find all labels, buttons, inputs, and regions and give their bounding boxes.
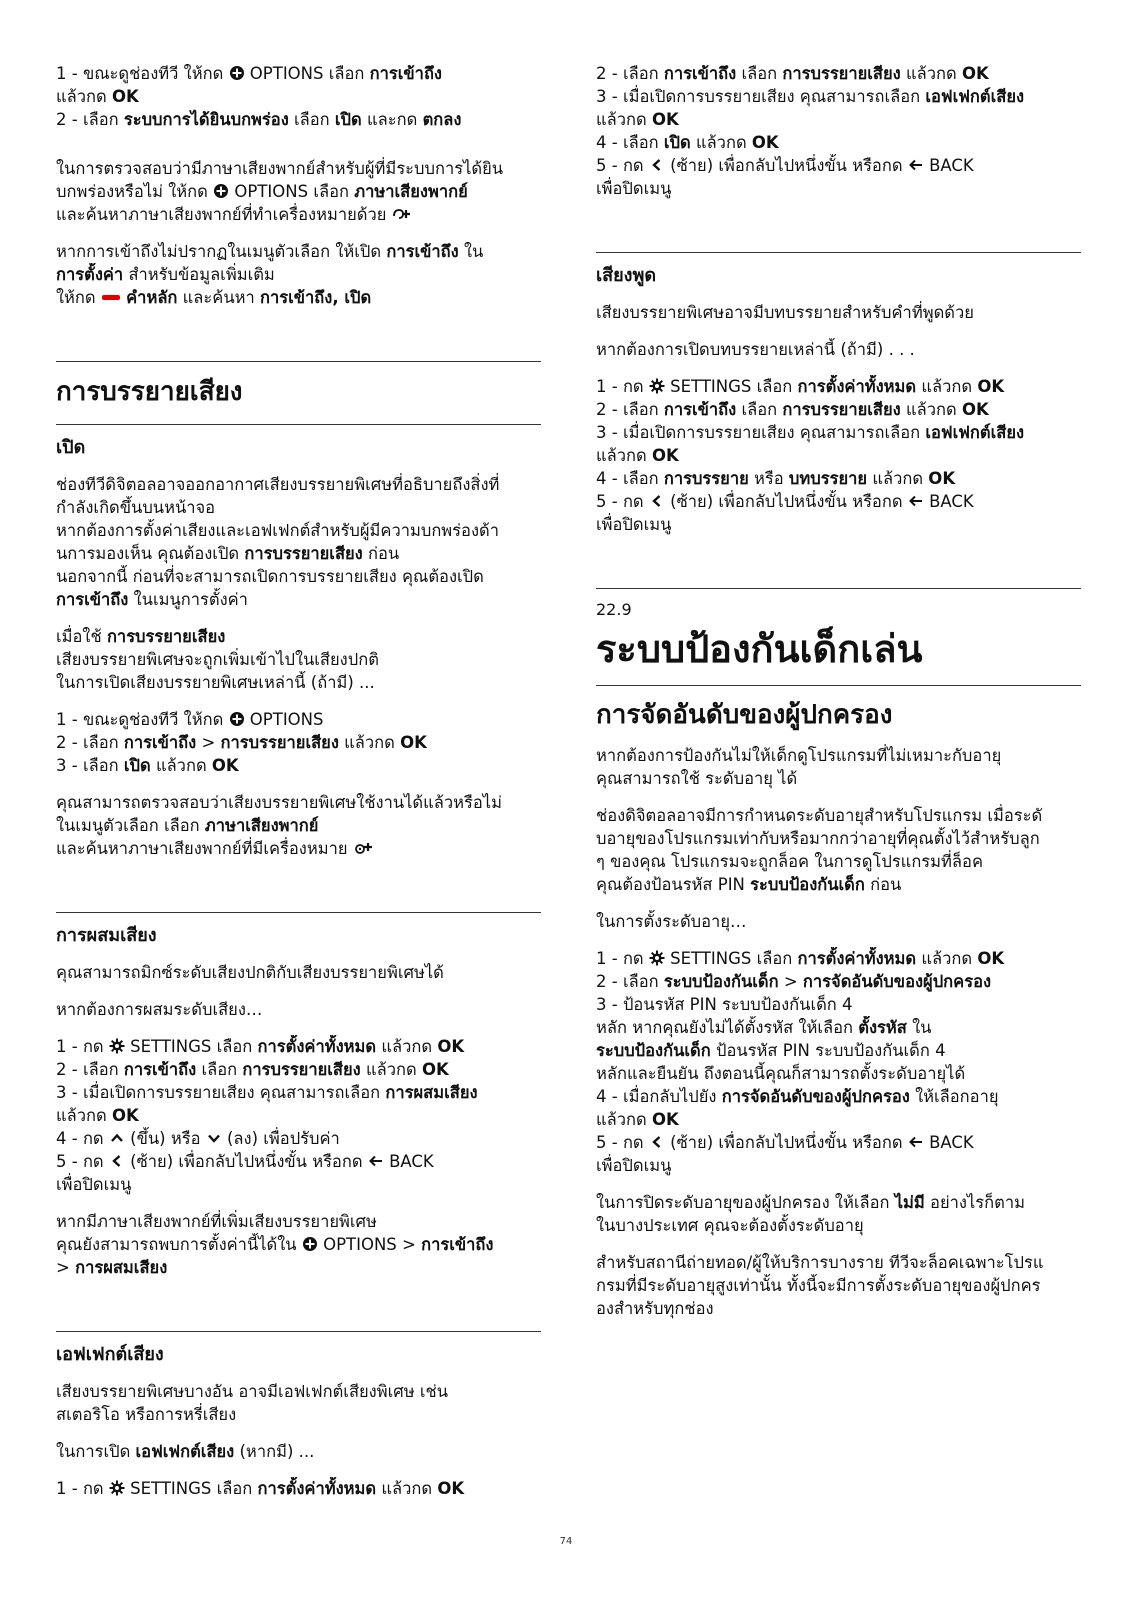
steps-list: 1 - ขณะดูช่องทีวี ให้กด OPTIONS 2 - เลือก การเข้าถึง > การบรรยายเสียง แล้วกด OK 3 - เลือก เปิด แล้วกด OK xyxy=(56,710,427,775)
settings-icon xyxy=(109,1038,125,1054)
divider xyxy=(596,685,1081,686)
settings-icon xyxy=(109,1480,125,1496)
divider xyxy=(596,252,1081,253)
arrow-up-icon xyxy=(109,1130,125,1146)
paragraph: สำหรับสถานีถ่ายทอด/ผู้ให้บริการบางราย ทีวีจะล็อคเฉพาะโปรแ กรมที่มีระดับอายุสูงเท่านั้น ทั้งนี้จะมีการตั้งระดับอายุของผู้ปกคร องสำหรับทุกช่อง xyxy=(596,1253,1044,1318)
options-icon xyxy=(213,183,229,199)
back-icon xyxy=(908,493,924,509)
paragraph: หากมีภาษาเสียงพากย์ที่เพิ่มเสียงบรรยายพิเศษ คุณยังสามารถพบการตั้งค่านี้ได้ใน OPTIONS > การเข้าถึง > การผสมเสียง xyxy=(56,1212,494,1277)
back-icon xyxy=(368,1153,384,1169)
subsection-title: เสียงพูด xyxy=(596,265,657,286)
page-number: 74 xyxy=(559,1536,573,1547)
paragraph: ในการปิดระดับอายุของผู้ปกครอง ให้เลือก ไม่มี อย่างไรก็ตาม ในบางประเทศ คุณจะต้องตั้งระดับอายุ xyxy=(596,1193,1025,1235)
audio-description-icon xyxy=(353,840,375,856)
steps-list: 1 - กด SETTINGS เลือก การตั้งค่าทั้งหมด แล้วกด OK 2 - เลือก การเข้าถึง เลือก การบรรยายเสียง แล้วกด OK 3 - เมื่อเปิดการบรรยายเสียง คุณสามารถเลือก เอฟเฟกต์เสียง แล้วกด OK 4 - เลือก การบรรยาย หรือ บทบรรยาย แล้วกด OK 5 - กด (ซ้าย) เพื่อกลับไปหนึ่งขั้น หรือกด BACK เพื่อปิดเมนู xyxy=(596,377,1025,534)
text-line: 1 - กด SETTINGS เลือก การตั้งค่าทั้งหมด แล้วกด OK xyxy=(56,1479,465,1498)
right-column: 2 - เลือก การเข้าถึง เลือก การบรรยายเสียง แล้วกด OK 3 - เมื่อเปิดการบรรยายเสียง คุณสามารถเลือก เอฟเฟกต์เสียง แล้วกด OK 4 - เลือก เปิด แล้วกด OK 5 - กด (ซ้าย) เพื่อกลับไปหนึ่งขั้น หรือกด BACK เพื่อปิดเมนู เสียงพูด เสียงบรรยายพิเศษอาจมีบทบรรยายสำหรับคำที่พูดด้วย หากต้องการเปิดบทบรรยายเหล่านี้ (ถ้ามี) . . . 1 - กด SETTINGS เลือก การตั้งค่าทั้งหมด แล้วกด OK 2 - เลือก การเข้าถึง เลือก การบรรยายเสียง แล้วกด OK 3 - เมื่อเปิดการบรรยายเสียง คุณสามารถเลือก เอฟเฟกต์เสียง แล้วกด OK 4 - เลือก การบรรยาย หรือ บทบรรยาย แล้วกด OK 5 - กด (ซ้าย) เพื่อกลับไปหนึ่งขั้น หรือกด BACK เพื่อปิดเมนู 22.9 ระบบป้องกันเด็กเล่น การจัดอันดับของผู้ปกครอง หากต้องการป้องกันไม่ให้เด็กดูโปรแกรมที่ไม่เหมาะกับอายุ คุณสามารถใช้ ระดับอายุ ได้ ช่องดิจิตอลอาจมีการกำหนดระดับอายุสำหรับโปรแกรม เมื่อระดั บอายุของโปรแกรมเท่ากับหรือมากกว่าอายุที่คุณตั้งไว้สำหรับลูก ๆ ของคุณ โปรแกรมจะถูกล็อค ในการดูโปรแกรมที่ล็อค คุณต้องป้อนรหัส PIN ระบบป้องกันเด็ก ก่อน ในการตั้งระดับอายุ… 1 - กด SETTINGS เลือก การตั้งค่าทั้งหมด แล้วกด OK 2 - เลือก ระบบป้องกันเด็ก > การจัดอันดับของผู้ปกครอง 3 - ป้อนรหัส PIN ระบบป้องกันเด็ก 4 หลัก หากคุณยังไม่ได้ตั้งรหัส ให้เลือก ตั้งรหัส ใน ระบบป้องกันเด็ก ป้อนรหัส PIN ระบบป้องกันเด็ก 4 หลักและยืนยัน ถึงตอนนี้คุณก็สามารถตั้งระดับอายุได้ 4 - เมื่อกลับไปยัง การจัดอันดับของผู้ปกครอง ให้เลือกอายุ แล้วกด OK 5 - กด (ซ้าย) เพื่อกลับไปหนึ่งขั้น หรือกด BACK เพื่อปิดเมนู ในการปิดระดับอายุของผู้ปกครอง ให้เลือก ไม่มี อย่างไรก็ตาม ในบางประเทศ คุณจะต้องตั้งระดับอายุ สำหรับสถานีถ่ายทอด/ผู้ให้บริการบางราย ทีวีจะล็อคเฉพาะโปรแ กรมที่มีระดับอายุสูงเท่านั้น ทั้งนี้จะมีการตั้งระดับอายุของผู้ปกคร องสำหรับทุกช่อง xyxy=(596,62,1081,1334)
options-icon xyxy=(229,711,245,727)
back-icon xyxy=(908,157,924,173)
steps-list: 1 - กด SETTINGS เลือก การตั้งค่าทั้งหมด แล้วกด OK 2 - เลือก ระบบป้องกันเด็ก > การจัดอันดับของผู้ปกครอง 3 - ป้อนรหัส PIN ระบบป้องกันเด็ก 4 หลัก หากคุณยังไม่ได้ตั้งรหัส ให้เลือก ตั้งรหัส ใน ระบบป้องกันเด็ก ป้อนรหัส PIN ระบบป้องกันเด็ก 4 หลักและยืนยัน ถึงตอนนี้คุณก็สามารถตั้งระดับอายุได้ 4 - เมื่อกลับไปยัง การจัดอันดับของผู้ปกครอง ให้เลือกอายุ แล้วกด OK 5 - กด (ซ้าย) เพื่อกลับไปหนึ่งขั้น หรือกด BACK เพื่อปิดเมนู xyxy=(596,949,1005,1175)
paragraph: ช่องทีวีดิจิตอลอาจออกอากาศเสียงบรรยายพิเศษที่อธิบายถึงสิ่งที่ กำลังเกิดขึ้นบนหน้าจอ หากต้องการตั้งค่าเสียงและเอฟเฟกต์สำหรับผู้มีความบกพร่องด้า นการมองเห็น คุณต้องเปิด การบรรยายเสียง ก่อน นอกจากนี้ ก่อนที่จะสามารถเปิดการบรรยายเสียง คุณต้องเปิด การเข้าถึง ในเมนูการตั้งค่า xyxy=(56,475,500,609)
left-column: 1 - ขณะดูช่องทีวี ให้กด OPTIONS เลือก การเข้าถึง แล้วกด OK 2 - เลือก ระบบการได้ยินบกพร่อง เลือก เปิด และกด ตกลง ในการตรวจสอบว่ามีภาษาเสียงพากย์สำหรับผู้ที่มีระบบการได้ยิน บกพร่องหรือไม่ ให้กด OPTIONS เลือก ภาษาเสียงพากย์ และค้นหาภาษาเสียงพากย์ที่ทำเครื่องหมายด้วย หากการเข้าถึงไม่ปรากฏในเมนูตัวเลือก ให้เปิด การเข้าถึง ใน การตั้งค่า สำหรับข้อมูลเพิ่มเติม ให้กด คำหลัก และค้นหา การเข้าถึง, เปิด การบรรยายเสียง เปิด ช่องทีวีดิจิตอลอาจออกอากาศเสียงบรรยายพิเศษที่อธิบายถึงสิ่งที่ กำลังเกิดขึ้นบนหน้าจอ หากต้องการตั้งค่าเสียงและเอฟเฟกต์สำหรับผู้มีความบกพร่องด้า นการมองเห็น คุณต้องเปิด การบรรยายเสียง ก่อน นอกจากนี้ ก่อนที่จะสามารถเปิดการบรรยายเสียง คุณต้องเปิด การเข้าถึง ในเมนูการตั้งค่า เมื่อใช้ การบรรยายเสียง เสียงบรรยายพิเศษจะถูกเพิ่มเข้าไปในเสียงปกติ ในการเปิดเสียงบรรยายพิเศษเหล่านี้ (ถ้ามี) ... 1 - ขณะดูช่องทีวี ให้กด OPTIONS 2 - เลือก การเข้าถึง > การบรรยายเสียง แล้วกด OK 3 - เลือก เปิด แล้วกด OK คุณสามารถตรวจสอบว่าเสียงบรรยายพิเศษใช้งานได้แล้วหรือไม่ ในเมนูตัวเลือก เลือก ภาษาเสียงพากย์ และค้นหาภาษาเสียงพากย์ที่มีเครื่องหมาย การผสมเสียง คุณสามารถมิกซ์ระดับเสียงปกติกับเสียงบรรยายพิเศษได้ หากต้องการผสมระดับเสียง… 1 - กด SETTINGS เลือก การตั้งค่าทั้งหมด แล้วกด OK 2 - เลือก การเข้าถึง เลือก การบรรยายเสียง แล้วกด OK 3 - เมื่อเปิดการบรรยายเสียง คุณสามารถเลือก การผสมเสียง แล้วกด OK 4 - กด (ขึ้น) หรือ (ลง) เพื่อปรับค่า 5 - กด (ซ้าย) เพื่อกลับไปหนึ่งขั้น หรือกด BACK เพื่อปิดเมนู หากมีภาษาเสียงพากย์ที่เพิ่มเสียงบรรยายพิเศษ คุณยังสามารถพบการตั้งค่านี้ได้ใน OPTIONS > การเข้าถึง > การผสมเสียง เอฟเฟกต์เสียง เสียงบรรยายพิเศษบางอัน อาจมีเอฟเฟกต์เสียงพิเศษ เช่น สเตอริโอ หรือการหรี่เสียง ในการเปิด เอฟเฟกต์เสียง (หากมี) ... 1 - กด SETTINGS เลือก การตั้งค่าทั้งหมด แล้วกด OK xyxy=(56,62,541,1500)
steps-list: 2 - เลือก การเข้าถึง เลือก การบรรยายเสียง แล้วกด OK 3 - เมื่อเปิดการบรรยายเสียง คุณสามารถเลือก เอฟเฟกต์เสียง แล้วกด OK 4 - เลือก เปิด แล้วกด OK 5 - กด (ซ้าย) เพื่อกลับไปหนึ่งขั้น หรือกด BACK เพื่อปิดเมนู xyxy=(596,64,1025,198)
chapter-number: 22.9 xyxy=(596,600,632,619)
divider xyxy=(56,424,541,425)
divider xyxy=(56,912,541,913)
options-icon xyxy=(229,65,245,81)
subsection-title: การผสมเสียง xyxy=(56,925,157,946)
subsection-title: เอฟเฟกต์เสียง xyxy=(56,1344,164,1365)
back-icon xyxy=(908,1134,924,1150)
arrow-left-icon xyxy=(109,1153,125,1169)
arrow-left-icon xyxy=(649,157,665,173)
steps-list: 1 - กด SETTINGS เลือก การตั้งค่าทั้งหมด แล้วกด OK 2 - เลือก การเข้าถึง เลือก การบรรยายเสียง แล้วกด OK 3 - เมื่อเปิดการบรรยายเสียง คุณสามารถเลือก การผสมเสียง แล้วกด OK 4 - กด (ขึ้น) หรือ (ลง) เพื่อปรับค่า 5 - กด (ซ้าย) เพื่อกลับไปหนึ่งขั้น หรือกด BACK เพื่อปิดเมนู xyxy=(56,1037,478,1194)
chapter-title: ระบบป้องกันเด็กเล่น xyxy=(596,627,923,671)
paragraph: หากการเข้าถึงไม่ปรากฏในเมนูตัวเลือก ให้เปิด การเข้าถึง ใน การตั้งค่า สำหรับข้อมูลเพิ่มเติม ให้กด คำหลัก และค้นหา การเข้าถึง, เปิด xyxy=(56,242,484,307)
divider xyxy=(56,361,541,362)
paragraph: คุณสามารถตรวจสอบว่าเสียงบรรยายพิเศษใช้งานได้แล้วหรือไม่ ในเมนูตัวเลือก เลือก ภาษาเสียงพากย์ และค้นหาภาษาเสียงพากย์ที่มีเครื่องหมาย xyxy=(56,793,502,858)
section-title: การบรรยายเสียง xyxy=(56,377,243,407)
paragraph: เมื่อใช้ การบรรยายเสียง เสียงบรรยายพิเศษจะถูกเพิ่มเข้าไปในเสียงปกติ ในการเปิดเสียงบรรยายพิเศษเหล่านี้ (ถ้ามี) ... xyxy=(56,627,379,692)
red-key-icon xyxy=(101,289,121,305)
settings-icon xyxy=(649,378,665,394)
text-line: 1 - ขณะดูช่องทีวี ให้กด OPTIONS เลือก การเข้าถึง xyxy=(56,64,442,83)
options-icon xyxy=(302,1236,318,1252)
subsection-title: เปิด xyxy=(56,437,86,458)
divider xyxy=(596,588,1081,589)
settings-icon xyxy=(649,950,665,966)
divider xyxy=(56,1331,541,1332)
arrow-left-icon xyxy=(649,493,665,509)
arrow-left-icon xyxy=(649,1134,665,1150)
paragraph: หากต้องการป้องกันไม่ให้เด็กดูโปรแกรมที่ไม่เหมาะกับอายุ คุณสามารถใช้ ระดับอายุ ได้ xyxy=(596,746,1002,788)
paragraph: ช่องดิจิตอลอาจมีการกำหนดระดับอายุสำหรับโปรแกรม เมื่อระดั บอายุของโปรแกรมเท่ากับหรือมากกว่าอายุที่คุณตั้งไว้สำหรับลูก ๆ ของคุณ โปรแกรมจะถูกล็อค ในการดูโปรแกรมที่ล็อค คุณต้องป้อนรหัส PIN ระบบป้องกันเด็ก ก่อน xyxy=(596,806,1043,894)
arrow-down-icon xyxy=(206,1130,222,1146)
text-line: 2 - เลือก ระบบการได้ยินบกพร่อง เลือก เปิด และกด ตกลง xyxy=(56,110,462,129)
audio-description-icon xyxy=(392,206,414,222)
text-line: แล้วกด OK xyxy=(56,87,139,106)
paragraph: เสียงบรรยายพิเศษบางอัน อาจมีเอฟเฟกต์เสียงพิเศษ เช่น สเตอริโอ หรือการหรี่เสียง xyxy=(56,1382,448,1424)
paragraph: ในการตรวจสอบว่ามีภาษาเสียงพากย์สำหรับผู้ที่มีระบบการได้ยิน บกพร่องหรือไม่ ให้กด OPTIONS เลือก ภาษาเสียงพากย์ และค้นหาภาษาเสียงพากย์ที่ทำเครื่องหมายด้วย xyxy=(56,159,504,224)
section-title: การจัดอันดับของผู้ปกครอง xyxy=(596,700,893,730)
